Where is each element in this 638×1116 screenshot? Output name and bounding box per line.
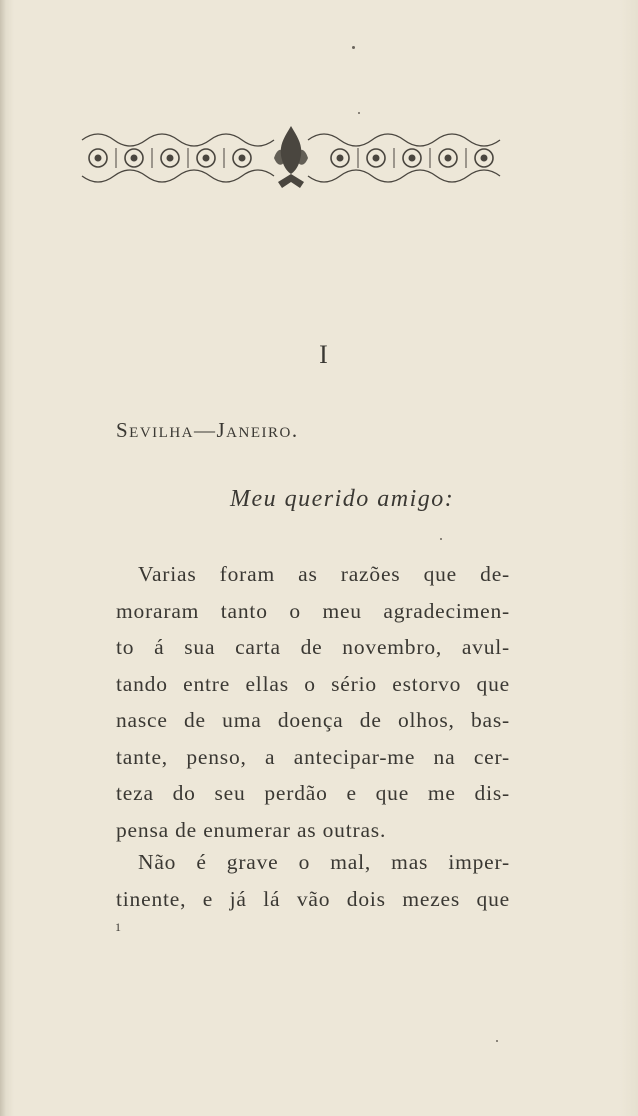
- paragraph-line: teza do seu perdão e que me dis-: [116, 781, 510, 805]
- ink-speck: [358, 112, 360, 114]
- paragraph-2: [116, 844, 510, 917]
- paragraph-line: moraram tanto o meu agradecimen-: [116, 598, 510, 623]
- paragraph-line: Varias foram as razões que de-: [138, 562, 510, 586]
- signature-mark: 1: [115, 920, 121, 934]
- paragraph-line: nasce de uma doença de olhos, bas-: [116, 708, 510, 732]
- paragraph-line: Não é grave o mal, mas imper-: [138, 850, 510, 874]
- paragraph-line: to á sua carta de novembro, avul-: [116, 635, 510, 659]
- chapter-number: I: [319, 340, 329, 369]
- paragraph-line: tante, penso, a antecipar-me na cer-: [116, 744, 510, 769]
- ink-speck: [496, 1040, 498, 1042]
- ink-speck: [440, 538, 442, 540]
- paragraph-line: tando entre ellas o sério estorvo que: [116, 671, 510, 696]
- paragraph-line: pensa de enumerar as outras.: [116, 817, 387, 842]
- paragraph-1: [116, 556, 510, 848]
- letter-place-date: Sevilha—Janeiro.: [116, 418, 299, 442]
- ink-speck: [352, 46, 355, 49]
- decorative-headpiece-ornament: [78, 118, 504, 194]
- paragraph-line: tinente, e já lá vão dois mezes que: [116, 886, 510, 911]
- letter-salutation: Meu querido amigo:: [230, 486, 455, 512]
